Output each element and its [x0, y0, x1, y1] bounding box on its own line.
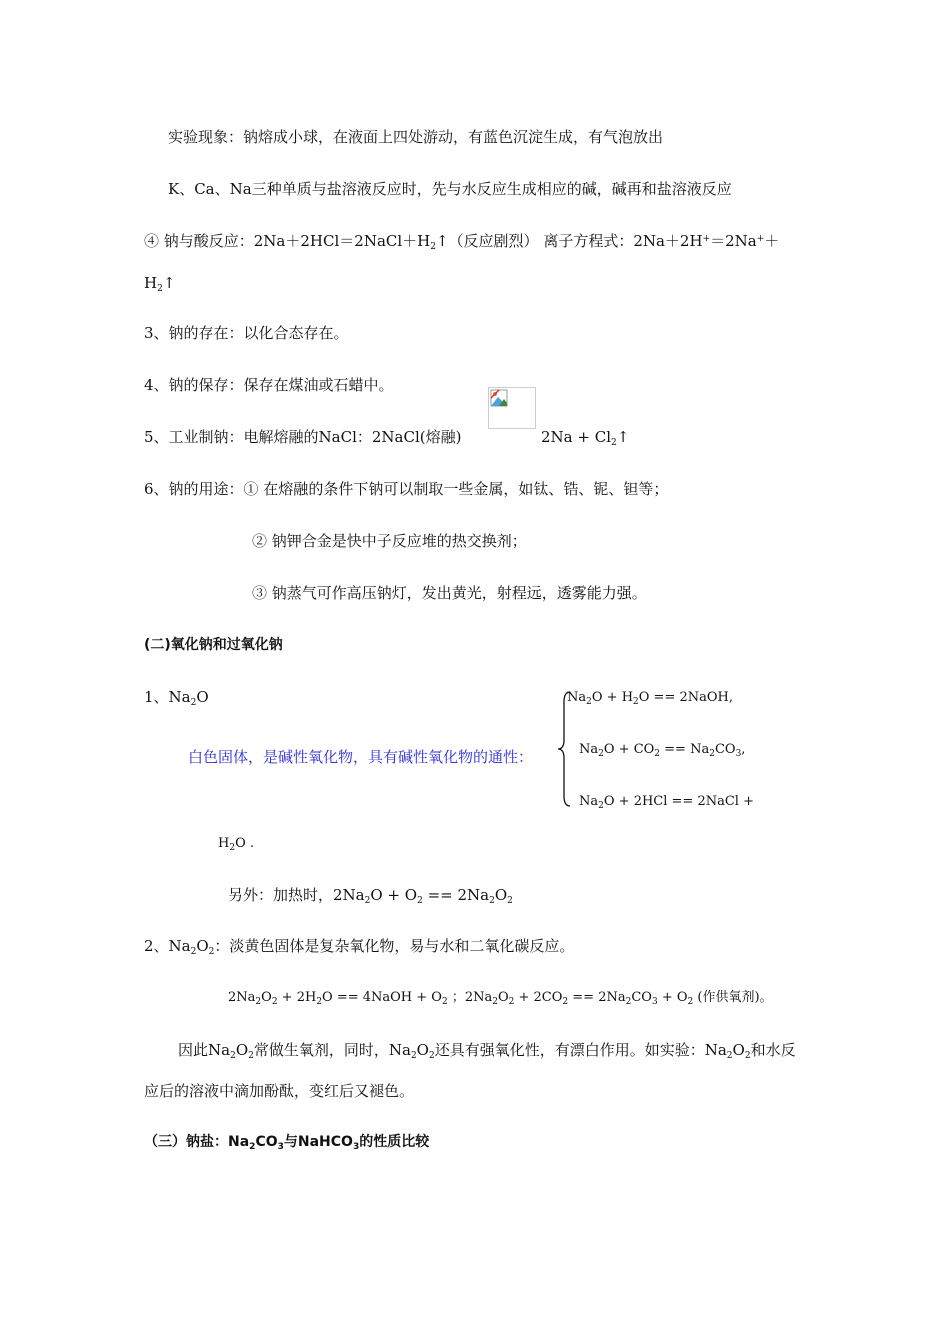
text-line-acid-reaction: ④ 钠与酸反应：$2Na+2HCl=2NaCl+H_2↑$（反应剧烈） 离子方程式：2Na＋2H+＝2Na+＋	[144, 232, 780, 252]
equation-na2o-water: $Na_2O + H_2O$ == 2NaOH,	[567, 690, 733, 707]
text-line-industrial: 5、工业制钠：电解熔融的NaCl：2NaCl(熔融)	[144, 428, 462, 446]
equation-na2o-hcl: $Na_2O + 2HCl$ == 2NaCl +	[579, 794, 754, 811]
equation-na2o2-reactions: $2Na_2O_2 + 2H_2O$ == 4NaOH + $O_2$ ；$2Na_2O_2 + 2CO_2 == 2Na_2CO_3 + O_2$ (作供氧剂)。	[228, 990, 773, 1007]
section-heading-salts: （三）钠盐：$Na_2CO_3$与NaHCO$_3$的性质比较	[144, 1134, 430, 1152]
paragraph-line-2: 应后的溶液中滴加酚酞，变红后又褪色。	[144, 1082, 415, 1100]
text-line-existence: 3、钠的存在：以化合态存在。	[144, 324, 349, 342]
equation-na2o-hcl-cont: $H_2O$ .	[218, 836, 255, 853]
broken-image-icon	[488, 387, 536, 429]
text-line-uses-3: ③ 钠蒸气可作高压钠灯，发出黄光，射程远，透雾能力强。	[252, 584, 647, 602]
section-heading-oxides: (二)氧化钠和过氧化钠	[144, 637, 283, 653]
text-line-industrial-product: $2Na + Cl_2↑$	[541, 428, 630, 448]
text-line-na2o-property: 白色固体，是碱性氧化物，具有碱性氧化物的通性：	[188, 748, 534, 766]
text-line-salt-reaction: K、Ca、Na三种单质与盐溶液反应时，先与水反应生成相应的碱，碱再和盐溶液反应	[168, 180, 732, 198]
text-line-experiment: 实验现象：钠熔成小球，在液面上四处游动，有蓝色沉淀生成，有气泡放出	[168, 128, 664, 146]
equation-na2o-co2: $Na_2O + CO_2 == Na_2CO_3$,	[579, 742, 746, 759]
text-line-na2o2: 2、$Na_2O_2$：淡黄色固体是复杂氧化物，易与水和二氧化碳反应。	[144, 937, 575, 957]
text-line-uses-2: ② 钠钾合金是快中子反应堆的热交换剂；	[252, 532, 527, 550]
text-line-na2o: 1、$Na_2O$	[144, 688, 209, 708]
text-line-acid-reaction-cont: $H_2↑$	[144, 274, 176, 294]
text-line-heating: 另外：加热时，$2Na_2O + O_2 == 2Na_2O_2$	[228, 886, 513, 906]
paragraph-line-1: 因此$Na_2O_2$常做生氧剂，同时，$Na_2O_2$还具有强氧化性，有漂白作用。如实验：$Na_2O_2$和水反	[178, 1041, 796, 1061]
text-line-uses-1: 6、钠的用途：① 在熔融的条件下钠可以制取一些金属，如钛、锆、铌、钽等；	[144, 480, 669, 498]
text-line-storage: 4、钠的保存：保存在煤油或石蜡中。	[144, 376, 394, 394]
